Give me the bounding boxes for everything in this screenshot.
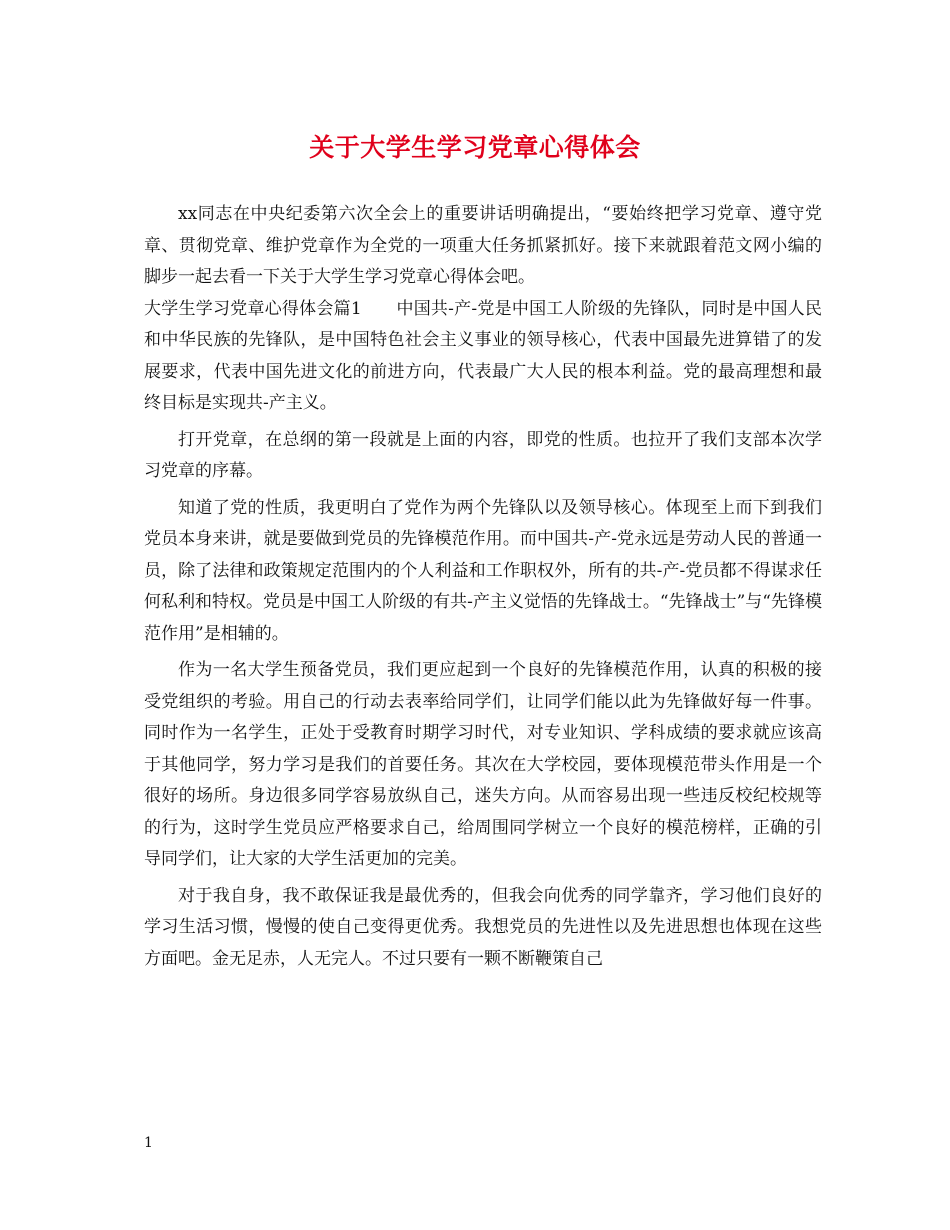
paragraph-vanguard-role: 知道了党的性质，我更明白了党作为两个先锋队以及领导核心。体现至上而下到我们党员本身来讲，就是要做到党员的先锋模范作用。而中国共-产-党永远是劳动人民的普通一员，除了法律和政策规定范围内的个人利益和工作职权外，所有的共-产-党员都不得谋求任何私利和特权。党员是中国工人阶级的有共-产主义觉悟的先锋战士。“先锋战士”与“先锋模范作用”是相辅的。 [144, 497, 822, 644]
paragraph-intro: xx同志在中央纪委第六次全会上的重要讲话明确提出，“要始终把学习党章、遵守党章、贯彻党章、维护党章作为全党的一项重大任务抓紧抓好。接下来就跟着范文网小编的脚步一起去看一下关于大学生学习党章心得体会吧。 [144, 204, 822, 287]
document-body [144, 199, 822, 975]
document-title: 关于大学生学习党章心得体会 [309, 133, 641, 162]
paragraph-party-nature: 打开党章，在总纲的第一段就是上面的内容，即党的性质。也拉开了我们支部本次学习党章的序幕。 [144, 429, 822, 481]
paragraph-self-reflection: 对于我自身，我不敢保证我是最优秀的，但我会向优秀的同学靠齐，学习他们良好的学习生活习惯，慢慢的使自己变得更优秀。我想党员的先进性以及先进思想也体现在这些方面吧。金无足赤，人无完人。不过只要有一颗不断鞭策自己 [144, 885, 822, 969]
paragraph-article-1: 大学生学习党章心得体会篇1 中国共-产-党是中国工人阶级的先锋队，同时是中国人民和中华民族的先锋队，是中国特色社会主义事业的领导核心，代表中国最先进算错了的发展要求，代表中国先进文化的前进方向，代表最广大人民的根本利益。党的最高理想和最终目标是实现共-产主义。 [144, 298, 822, 413]
page-number: 1 [144, 1135, 153, 1151]
paragraph-student-member: 作为一名大学生预备党员，我们更应起到一个良好的先锋模范作用，认真的积极的接受党组织的考验。用自己的行动去表率给同学们，让同学们能以此为先锋做好每一件事。同时作为一名学生，正处于受教育时期学习时代，对专业知识、学科成绩的要求就应该高于其他同学，努力学习是我们的首要任务。其次在大学校园，要体现模范带头作用是一个很好的场所。身边很多同学容易放纵自己，迷失方向。从而容易出现一些违反校纪校规等的行为，这时学生党员应严格要求自己，给周围同学树立一个良好的模范榜样，正确的引导同学们，让大家的大学生活更加的完美。 [144, 660, 822, 869]
